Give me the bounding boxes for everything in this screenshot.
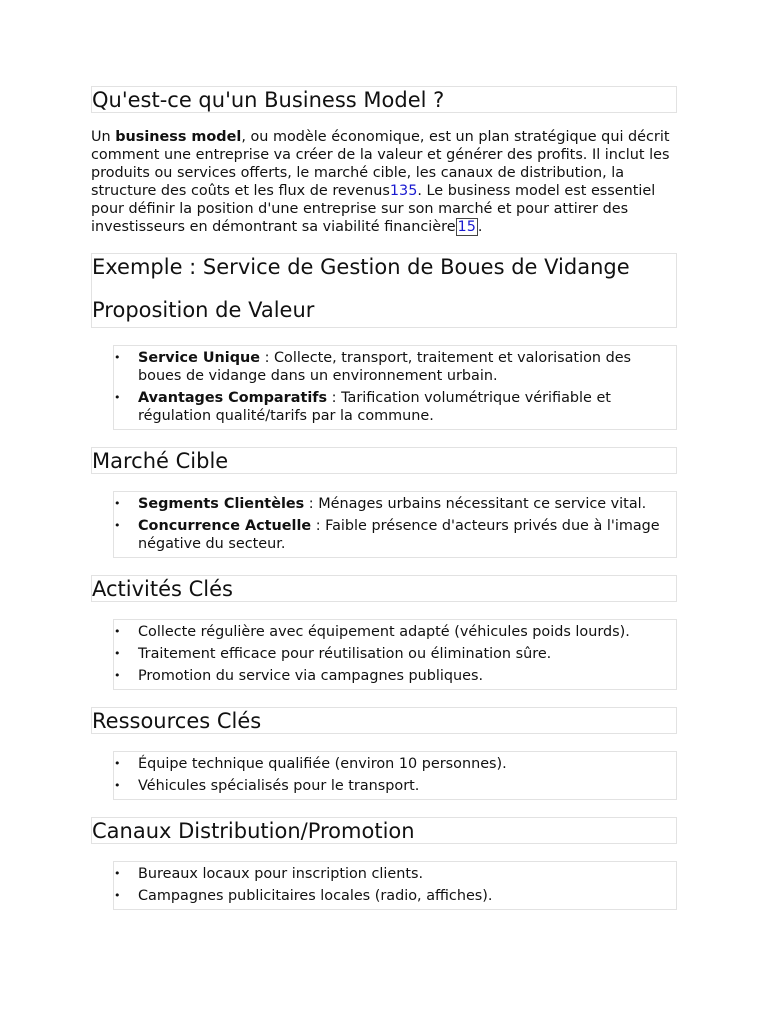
channels-list-box (113, 861, 677, 910)
citation-link-135[interactable]: 135 (389, 183, 418, 199)
list-item (114, 495, 676, 513)
intro-text-b: , ou modèle économique, est un plan stratégique qui décrit comment une entreprise va créer de la valeur et générer des profits. Il inclut les produits ou services offerts, le marché cible, les canaux de distribution, la structure des coûts et les flux de revenus (91, 129, 670, 199)
key-activities-list (114, 623, 676, 685)
intro-bold-term: business model (115, 129, 242, 145)
target-market-heading: Marché Cible (91, 447, 677, 474)
key-activities-heading: Activités Clés (91, 575, 677, 602)
target-market-list (114, 495, 676, 553)
key-resources-heading: Ressources Clés (91, 707, 677, 734)
list-item: • Campagnes publicitaires locales (radio, affiches). (114, 887, 676, 905)
item-text: : Ménages urbains nécessitant ce service vital. (304, 496, 647, 512)
value-proposition-heading: Proposition de Valeur (92, 298, 315, 322)
intro-text-d: . (477, 219, 483, 235)
document-page (91, 86, 677, 910)
example-heading: Exemple : Service de Gestion de Boues de Vidange (92, 255, 630, 279)
item-bold-label: Concurrence Actuelle (138, 518, 312, 534)
value-proposition-list (114, 349, 676, 425)
channels-list (114, 865, 676, 905)
intro-paragraph (91, 128, 677, 236)
list-item: • Traitement efficace pour réutilisation ou élimination sûre. (114, 645, 676, 663)
intro-text-c: . Le business model est essentiel pour définir la position d'une entreprise sur son marché et pour attirer des investisseurs en démontrant sa viabilité financière (91, 183, 656, 235)
citation-link-15[interactable]: 15 (457, 219, 476, 235)
list-item (114, 389, 676, 425)
list-item (114, 517, 676, 553)
example-heading-block (91, 253, 677, 328)
target-market-list-box (113, 491, 677, 558)
list-item: • Équipe technique qualifiée (environ 10 personnes). (114, 755, 676, 773)
list-item: • Promotion du service via campagnes publiques. (114, 667, 676, 685)
item-text: : Collecte, transport, traitement et valorisation des boues de vidange dans un environnement urbain. (138, 350, 632, 384)
list-item: • Bureaux locaux pour inscription clients. (114, 865, 676, 883)
list-item (114, 349, 676, 385)
key-activities-list-box (113, 619, 677, 690)
channels-heading: Canaux Distribution/Promotion (91, 817, 677, 844)
list-item: • Véhicules spécialisés pour le transport. (114, 777, 676, 795)
page-title: Qu'est-ce qu'un Business Model ? (91, 86, 677, 113)
key-resources-list-box (113, 751, 677, 800)
item-bold-label: Service Unique (138, 350, 261, 366)
list-item: • Collecte régulière avec équipement adapté (véhicules poids lourds). (114, 623, 676, 641)
item-bold-label: Segments Clientèles (138, 496, 305, 512)
intro-text-a: Un (91, 129, 116, 145)
item-bold-label: Avantages Comparatifs (138, 390, 328, 406)
value-proposition-list-box (113, 345, 677, 430)
key-resources-list (114, 755, 676, 795)
item-text: : Faible présence d'acteurs privés due à l'image négative du secteur. (138, 518, 660, 552)
item-text: : Tarification volumétrique vérifiable et régulation qualité/tarifs par la commune. (138, 390, 611, 424)
